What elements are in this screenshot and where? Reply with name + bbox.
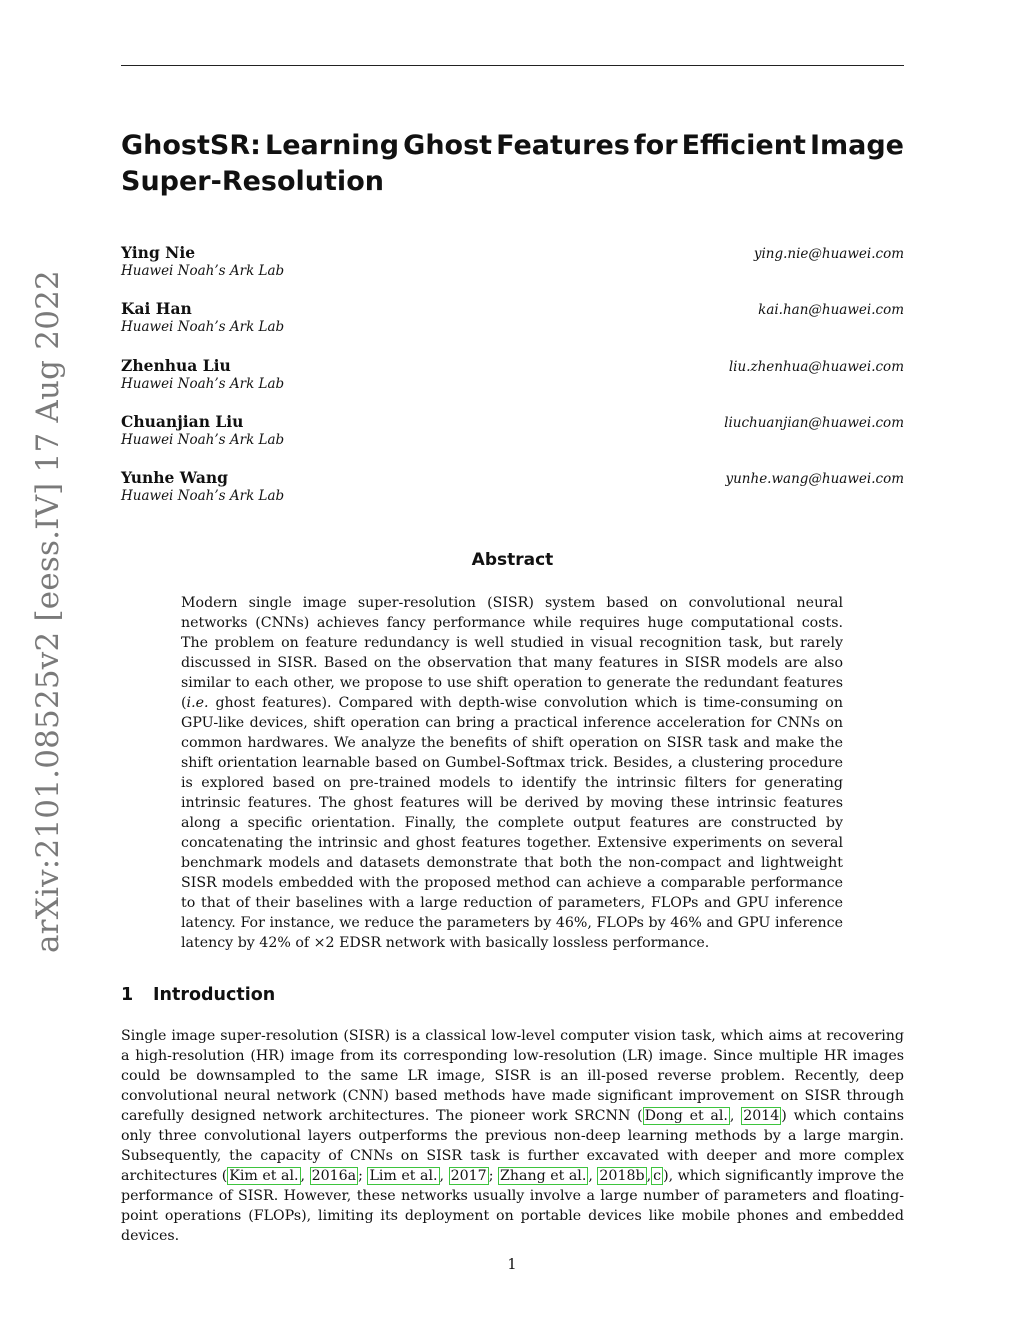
intro-text: ,: [300, 1168, 310, 1184]
citation-link[interactable]: Dong et al.: [644, 1108, 728, 1124]
title-word: Ghost: [403, 130, 493, 161]
author-block: [121, 469, 904, 509]
author-affiliation: Huawei Noah’s Ark Lab: [121, 432, 285, 448]
section-heading: [121, 984, 275, 1006]
intro-text: ,: [646, 1168, 652, 1184]
abstract-ie: i.e.: [186, 695, 209, 711]
header-rule: [121, 65, 904, 66]
author-email[interactable]: liuchuanjian@huawei.com: [724, 415, 904, 431]
author-name: Chuanjian Liu: [121, 412, 244, 431]
author-affiliation: Huawei Noah’s Ark Lab: [121, 376, 285, 392]
citation-link[interactable]: 2017: [450, 1168, 487, 1184]
author-block: [121, 244, 904, 284]
author-block: [121, 300, 904, 340]
author-block: [121, 413, 904, 453]
title-word: Learning: [265, 130, 400, 161]
intro-text: ,: [729, 1108, 742, 1124]
intro-text: ;: [358, 1168, 368, 1184]
citation-link[interactable]: 2016a: [311, 1168, 357, 1184]
author-affiliation: Huawei Noah’s Ark Lab: [121, 263, 285, 279]
author-block: [121, 357, 904, 397]
citation-link[interactable]: 2018b: [599, 1168, 645, 1184]
abstract-heading: Abstract: [471, 550, 554, 570]
title-line-2: Super-Resolution: [121, 166, 384, 197]
intro-paragraph: [121, 1026, 904, 1246]
author-affiliation: Huawei Noah’s Ark Lab: [121, 488, 285, 504]
author-email[interactable]: liu.zhenhua@huawei.com: [728, 359, 904, 375]
author-name: Yunhe Wang: [121, 468, 228, 487]
section-number: 1: [121, 985, 134, 1005]
intro-text: ,: [439, 1168, 449, 1184]
abstract-text: Modern single image super-resolution (SISR) system based on convolutional neural networks (CNNs) achieves fancy performance while requires huge computational costs. The problem on feature redundancy is well studied in visual recognition task, but rarely discussed in SISR. Based on the observation that many features in SISR models are also similar to each other, we propose to use shift operation to generate the redundant features (: [181, 595, 843, 711]
title-word: Features: [496, 130, 630, 161]
author-name: Kai Han: [121, 299, 192, 318]
citation-link[interactable]: c: [653, 1168, 662, 1184]
author-email[interactable]: yunhe.wang@huawei.com: [725, 471, 904, 487]
intro-text: ,: [588, 1168, 598, 1184]
citation-link[interactable]: Kim et al.: [229, 1168, 299, 1184]
author-name: Ying Nie: [121, 243, 196, 262]
paper-title: [121, 128, 904, 200]
intro-text: ) which contains only three convolutional layers outperforms the previous non-deep learning methods by a large margin. Subsequently, the capacity of CNNs on SISR task is further excavated with deeper and more complex architectures (: [121, 1108, 904, 1184]
title-word: Efficient: [681, 130, 806, 161]
section-title: Introduction: [153, 985, 276, 1005]
title-word: GhostSR:: [121, 130, 261, 161]
citation-link[interactable]: Zhang et al.: [500, 1168, 587, 1184]
author-email[interactable]: kai.han@huawei.com: [758, 302, 904, 318]
arxiv-identifier[interactable]: arXiv:2101.08525v2 [eess.IV] 17 Aug 2022: [30, 270, 66, 953]
intro-text: ), which significantly improve the performance of SISR. However, these networks usually involve a large number of parameters and floating-point operations (FLOPs), limiting its deployment on portable devices like mobile phones and embedded devices.: [121, 1168, 904, 1244]
intro-text: Single image super-resolution (SISR) is a classical low-level computer vision task, which aims at recovering a high-resolution (HR) image from its corresponding low-resolution (LR) image. Since multiple HR images could be downsampled to the same LR image, SISR is an ill-posed reverse problem. Recently, deep convolutional neural network (CNN) based methods have made significant improvement on SISR through carefully designed network architectures. The pioneer work SRCNN (: [121, 1028, 904, 1124]
author-email[interactable]: ying.nie@huawei.com: [753, 246, 904, 262]
title-word: Image: [809, 130, 904, 161]
intro-text: ;: [488, 1168, 498, 1184]
title-line-1: [121, 128, 904, 164]
abstract-body: [181, 593, 843, 953]
author-name: Zhenhua Liu: [121, 356, 231, 375]
title-word: for: [633, 130, 678, 161]
citation-link[interactable]: 2014: [743, 1108, 780, 1124]
author-affiliation: Huawei Noah’s Ark Lab: [121, 319, 285, 335]
page-number: 1: [507, 1257, 517, 1273]
citation-link[interactable]: Lim et al.: [369, 1168, 438, 1184]
abstract-text: ghost features). Compared with depth-wise convolution which is time-consuming on GPU-like devices, shift operation can bring a practical inference acceleration for CNNs on common hardwares. We analyze the benefits of shift operation on SISR task and make the shift orientation learnable based on Gumbel-Softmax trick. Besides, a clustering procedure is explored based on pre-trained models to identify the intrinsic filters for generating intrinsic features. The ghost features will be derived by moving these intrinsic features along a specific orientation. Finally, the complete output features are constructed by concatenating the intrinsic and ghost features together. Extensive experiments on several benchmark models and datasets demonstrate that both the non-compact and lightweight SISR models embedded with the proposed method can achieve a comparable performance to that of their baselines with a large reduction of parameters, FLOPs and GPU inference latency. For instance, we reduce the parameters by 46%, FLOPs by 46% and GPU inference latency by 42% of ×2 EDSR network with basically lossless performance.: [181, 695, 843, 951]
